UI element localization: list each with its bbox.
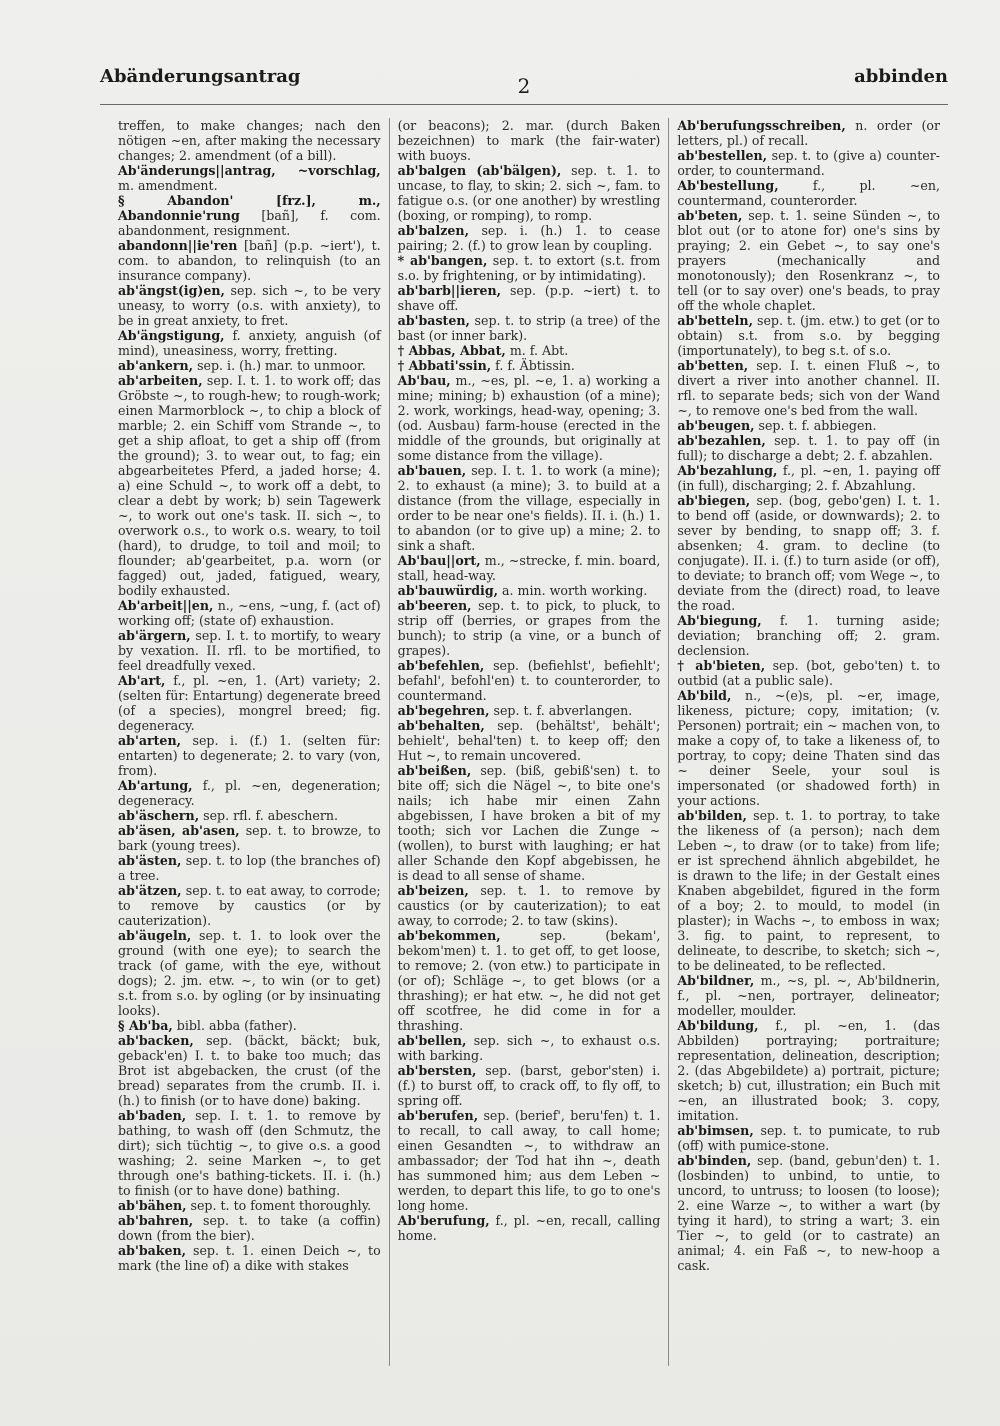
dictionary-entry bbox=[677, 418, 940, 433]
headword: ab'bestellen, bbox=[677, 148, 768, 163]
dictionary-entry bbox=[677, 688, 940, 808]
headword: Ab'bild, bbox=[677, 688, 732, 703]
dictionary-entry bbox=[118, 373, 381, 598]
headword: Ab'bestellung, bbox=[677, 178, 779, 193]
definition: sep. t. 1. to look over the ground (with one eye); to search the track (of game, with the eye, without dogs); 2. jm. etw. ~, to win (or to get) s.t. from s.o. by ogling (or by insinuating looks). bbox=[118, 928, 381, 1018]
dictionary-entry bbox=[677, 433, 940, 463]
definition: f. 1. turning aside; deviation; branching off; 2. gram. declension. bbox=[677, 613, 941, 658]
headword: ab'baken, bbox=[118, 1243, 187, 1258]
headword: ab'arten, bbox=[118, 733, 181, 748]
headword: † ab'bieten, bbox=[677, 658, 766, 673]
headword: Ab'ängstigung, bbox=[118, 328, 225, 343]
dictionary-entry bbox=[677, 313, 940, 358]
headword: Ab'änderungs||antrag, ~vorschlag, bbox=[118, 163, 381, 178]
dictionary-entry bbox=[118, 328, 381, 358]
definition: sep. (p.p. ~iert) t. to shave off. bbox=[397, 283, 661, 313]
dictionary-entry bbox=[398, 223, 661, 253]
headword: ab'bezahlen, bbox=[677, 433, 766, 448]
definition: sep. sich ~, to exhaust o.s. with barking. bbox=[397, 1033, 661, 1063]
headword: ab'befehlen, bbox=[397, 658, 485, 673]
definition: sep. (bäckt, bäckt; buk, geback'en) I. t. to bake too much; das Brot ist abgebacken, the crust (of the bread) separates from the crumb. II. i. (h.) to finish (or to have done) baking. bbox=[118, 1033, 381, 1108]
dictionary-entry bbox=[398, 553, 661, 583]
definition: m., ~s, pl. ~, Ab'bildnerin, f., pl. ~nen, portrayer, delineator; modeller, moulder. bbox=[677, 973, 941, 1018]
dictionary-entry bbox=[118, 853, 381, 883]
headword: ab'ästen, bbox=[118, 853, 182, 868]
definition: sep. t. 1. seine Sünden ~, to blot out (or to atone for) one's sins by praying; 2. ein Gebet ~, to say one's prayers (mechanically and monotonously); den Rosenkranz ~, to tell (or to say over) one's beads, to pray off the whole chaplet. bbox=[677, 208, 941, 313]
definition: sep. t. to eat away, to corrode; to remove by caustics (or by cauterization). bbox=[118, 883, 381, 928]
headword: ab'balzen, bbox=[397, 223, 469, 238]
dictionary-entry bbox=[118, 778, 381, 808]
headword: Ab'berufungsschreiben, bbox=[677, 118, 846, 133]
headword: ab'binden, bbox=[677, 1153, 752, 1168]
dictionary-entry bbox=[398, 583, 661, 598]
definition: n. order (or letters, pl.) of recall. bbox=[677, 118, 941, 148]
definition: sep. t. to take (a coffin) down (from the bier). bbox=[118, 1213, 381, 1243]
dictionary-entry bbox=[677, 493, 940, 613]
definition: sep. (bekam', bekom'men) t. 1. to get off, to get loose, to remove; 2. (von etw.) to participate in (or of); Schläge ~, to get blows (or a thrashing); er hat etw. ~, he did not get off scotfree, he did come in for a thrashing. bbox=[397, 928, 661, 1033]
dictionary-entry bbox=[398, 373, 661, 463]
dictionary-entry bbox=[118, 1213, 381, 1243]
dictionary-entry bbox=[398, 883, 661, 928]
headword: ab'beizen, bbox=[397, 883, 469, 898]
definition: sep. t. 1. einen Deich ~, to mark (the line of) a dike with stakes bbox=[118, 1243, 381, 1273]
dictionary-entry bbox=[398, 598, 661, 658]
dictionary-entry bbox=[118, 883, 381, 928]
definition: sep. t. 1. to portray, to take the likeness of (a person); nach dem Leben ~, to draw (or to take) from life; er ist sprechend ähnlich abgebildet, he is drawn to the life; in der Gestalt eines Knaben abgebildet, figured in the form of a boy; 2. to mould, to model (in plaster); in Wachs ~, to emboss in wax; 3. fig. to paint, to represent, to delineate, to describe, to sketch; sich ~, to be delineated, to be reflected. bbox=[677, 808, 941, 973]
dictionary-entry bbox=[677, 148, 940, 178]
column-3 bbox=[668, 118, 948, 1366]
dictionary-entry bbox=[677, 178, 940, 208]
definition: sep. I. t. 1. to remove by bathing, to wash off (den Schmutz, the dirt); sich tüchtig ~, to give o.s. a good washing; 2. seine Marken ~, to get through one's bathing-tickets. II. i. (h.) to finish (or to have done) bathing. bbox=[118, 1108, 381, 1198]
definition: sep. I. t. einen Fluß ~, to divert a river into another channel. II. rfl. to separate beds; sich von der Wand ~, to remove one's bed from the wall. bbox=[677, 358, 941, 418]
headword: ab'bähen, bbox=[118, 1198, 187, 1213]
dictionary-entry bbox=[677, 1018, 940, 1123]
dictionary-entry bbox=[118, 673, 381, 733]
column-1 bbox=[110, 118, 389, 1366]
definition: sep. i. (h.) 1. to cease pairing; 2. (f.) to grow lean by coupling. bbox=[397, 223, 661, 253]
dictionary-entry bbox=[398, 253, 661, 283]
definition: sep. t. to strip (a tree) of the bast (or inner bark). bbox=[397, 313, 661, 343]
definition: sep. I. t. to mortify, to weary by vexation. II. rfl. to be mortified, to feel dreadfully vexed. bbox=[118, 628, 381, 673]
headword: † Abbati'ssin, bbox=[397, 358, 492, 373]
headword: abandonn||ie'ren bbox=[118, 238, 238, 253]
headword: ab'äschern, bbox=[118, 808, 200, 823]
columns bbox=[110, 118, 948, 1366]
definition: f., pl. ~en, countermand, counterorder. bbox=[677, 178, 941, 208]
dictionary-entry bbox=[118, 163, 381, 193]
definition: sep. t. 1. to uncase, to flay, to skin; 2. sich ~, fam. to fatigue o.s. (or one another) by wrestling (boxing, or romping), to romp. bbox=[397, 163, 661, 223]
definition: f. f. Äbtissin. bbox=[495, 358, 575, 373]
headword: Ab'bau, bbox=[397, 373, 451, 388]
definition: sep. (befiehlst', befiehlt'; befahl', befohl'en) t. to counterorder, to countermand. bbox=[397, 658, 661, 703]
headword: Ab'bildner, bbox=[677, 973, 755, 988]
headword: ab'ankern, bbox=[118, 358, 194, 373]
headword: ab'beten, bbox=[677, 208, 743, 223]
headword: ab'basten, bbox=[397, 313, 470, 328]
dictionary-entry bbox=[118, 808, 381, 823]
page-number: 2 bbox=[517, 74, 531, 98]
dictionary-entry bbox=[398, 658, 661, 703]
dictionary-entry bbox=[398, 1213, 661, 1243]
dictionary-entry bbox=[118, 1018, 381, 1033]
headword: ab'äugeln, bbox=[118, 928, 192, 943]
column-2 bbox=[389, 118, 669, 1366]
headword: § Ab'ba, bbox=[118, 1018, 173, 1033]
headword: ab'balgen (ab'bälgen), bbox=[397, 163, 562, 178]
headword: ab'baden, bbox=[118, 1108, 187, 1123]
headword: ab'arbeiten, bbox=[118, 373, 203, 388]
dictionary-entry bbox=[398, 1063, 661, 1108]
dictionary-entry bbox=[398, 343, 661, 358]
headword: ab'beißen, bbox=[397, 763, 472, 778]
dictionary-entry bbox=[677, 808, 940, 973]
dictionary-entry bbox=[677, 973, 940, 1018]
dictionary-entry bbox=[677, 208, 940, 313]
dictionary-entry bbox=[118, 598, 381, 628]
dictionary-entry bbox=[398, 283, 661, 313]
page-header bbox=[100, 66, 948, 102]
definition: sep. I. t. 1. to work off; das Gröbste ~, to rough-hew; to rough-work; einen Marmorblock ~, to chip a block of marble; 2. ein Schiff vom Strande ~, to get a ship afloat, to get a ship off (from the ground); 3. to wear out, to fag; ein abgearbeitetes Pferd, a jaded horse; 4. a) eine Schuld ~, to work off a debt, to clear a debt by work; b) sein Tagewerk ~, to work out one's task. II. sich ~, to overwork o.s., to work o.s. weary, to toil (hard), to drudge, to toil and moil; to flounder; ab'gearbeitet, p.a. worn (or fagged) out, jaded, fatigued, weary, bodily exhausted. bbox=[118, 373, 381, 598]
headword: ab'ärgern, bbox=[118, 628, 191, 643]
definition: [bañ] (p.p. ~iert'), t. com. to abandon, to relinquish (to an insurance company). bbox=[118, 238, 381, 283]
dictionary-entry bbox=[118, 1243, 381, 1273]
dictionary-entry bbox=[118, 733, 381, 778]
definition: f., pl. ~en, recall, calling home. bbox=[397, 1213, 661, 1243]
definition: sep. (bog, gebo'gen) I. t. 1. to bend off (aside, or downwards); 2. to sever by bending, to snapp off; 3. f. absenken; 4. gram. to decline (to conjugate). II. i. (f.) to turn aside (or off), to deviate; to branch off; vom Wege ~, to deviate from the (direct) road, to leave the road. bbox=[677, 493, 941, 613]
definition: sep. t. to (give a) counter-order, to countermand. bbox=[677, 148, 941, 178]
definition: m., ~es, pl. ~e, 1. a) working a mine; mining; b) exhaustion (of a mine); 2. work, workings, head-way, opening; 3. (od. Ausbau) farm-house (erected in the middle of the grounds, but originally at some distance from the village). bbox=[397, 373, 661, 463]
column-3-text bbox=[677, 118, 940, 1273]
header-right-word: abbinden bbox=[854, 66, 948, 87]
dictionary-entry bbox=[398, 718, 661, 763]
headword: Ab'berufung, bbox=[397, 1213, 490, 1228]
definition: sep. t. to pumicate, to rub (off) with pumice-stone. bbox=[677, 1123, 941, 1153]
definition: [bañ], f. com. abandonment, resignment. bbox=[118, 208, 381, 238]
headword: Ab'biegung, bbox=[677, 613, 762, 628]
definition: f., pl. ~en, 1. (das Abbilden) portraying; portraiture; representation, delineation, description; 2. (das Abgebildete) a) portrait, picture; sketch; b) cut, illustration; ein Buch mit ~en, an illustrated book; 3. copy, imitation. bbox=[677, 1018, 941, 1123]
definition: sep. t. to extort (s.t. from s.o. by frightening, or by intimidating). bbox=[397, 253, 661, 283]
definition: sep. I. t. 1. to work (a mine); 2. to exhaust (a mine); 3. to build at a distance (from the village, especially in order to be near one's fields). II. i. (h.) 1. to abandon (or to give up) a mine; 2. to sink a shaft. bbox=[397, 463, 661, 553]
definition: treffen, to make changes; nach den nötigen ~en, after making the necessary changes; 2. amendment (of a bill). bbox=[118, 118, 381, 163]
definition: sep. (behältst', behält'; behielt', behal'ten) t. to keep off; den Hut ~, to remain uncovered. bbox=[397, 718, 661, 763]
headword: ab'beugen, bbox=[677, 418, 755, 433]
dictionary-entry bbox=[677, 658, 940, 688]
dictionary-entry bbox=[118, 1198, 381, 1213]
definition: sep. t. to pick, to pluck, to strip off (berries, or grapes from the bunch); to strip (a vine, or a bunch of grapes). bbox=[397, 598, 661, 658]
header-rule bbox=[100, 104, 948, 105]
dictionary-entry bbox=[118, 193, 381, 238]
dictionary-entry bbox=[118, 358, 381, 373]
definition: f., pl. ~en, 1. paying off (in full), discharging; 2. f. Abzahlung. bbox=[677, 463, 940, 493]
headword: Ab'arbeit||en, bbox=[118, 598, 214, 613]
headword: ab'bersten, bbox=[397, 1063, 477, 1078]
headword: ab'begehren, bbox=[397, 703, 490, 718]
headword: ab'äsen, ab'asen, bbox=[118, 823, 240, 838]
dictionary-entry bbox=[677, 463, 940, 493]
definition: (or beacons); 2. mar. (durch Baken bezeichnen) to mark (the fair-water) with buoys. bbox=[397, 118, 661, 163]
dictionary-entry bbox=[677, 118, 940, 148]
definition: f., pl. ~en, 1. (Art) variety; 2. (selten für: Entartung) degenerate breed (of a species), mongrel breed; fig. degeneracy. bbox=[118, 673, 381, 733]
dictionary-entry bbox=[677, 358, 940, 418]
definition: m., ~strecke, f. min. board, stall, head-way. bbox=[397, 553, 661, 583]
headword: § Abandon' [frz.], m., Abandonnie'rung bbox=[118, 193, 381, 223]
definition: sep. t. f. abverlangen. bbox=[493, 703, 633, 718]
dictionary-entry bbox=[398, 763, 661, 883]
column-2-text bbox=[398, 118, 661, 1243]
dictionary-entry bbox=[398, 118, 661, 163]
definition: sep. sich ~, to be very uneasy, to worry (o.s. with anxiety), to be in great anxiety, to fret. bbox=[118, 283, 381, 328]
dictionary-entry bbox=[398, 463, 661, 553]
definition: sep. (barst, gebor'sten) i. (f.) to burst off, to crack off, to fly off, to spring off. bbox=[397, 1063, 661, 1108]
dictionary-entry bbox=[118, 283, 381, 328]
definition: sep. (berief', beru'fen) t. 1. to recall, to call away, to call home; einen Gesandten ~, to withdraw an ambassador; der Tod hat ihn ~, death has summoned him; aus dem Leben ~ werden, to depart this life, to go to one's long home. bbox=[397, 1108, 661, 1213]
headword: * ab'bangen, bbox=[397, 253, 488, 268]
headword: ab'behalten, bbox=[397, 718, 485, 733]
headword: ab'ätzen, bbox=[118, 883, 182, 898]
definition: sep. i. (h.) mar. to unmoor. bbox=[197, 358, 366, 373]
dictionary-entry bbox=[677, 1153, 940, 1273]
headword: ab'betten, bbox=[677, 358, 749, 373]
headword: ab'biegen, bbox=[677, 493, 751, 508]
definition: n., ~(e)s, pl. ~er, image, likeness, picture; copy, imitation; (v. Personen) portrait; ein ~ machen von, to make a copy of, to take a likeness of, to portray, to copy; deine Thaten sind das ~ deiner Seele, your soul is impersonated (or shadowed forth) in your actions. bbox=[677, 688, 941, 808]
dictionary-entry bbox=[677, 613, 940, 658]
dictionary-entry bbox=[118, 823, 381, 853]
definition: f. anxiety, anguish (of mind), uneasiness, worry, fretting. bbox=[118, 328, 381, 358]
headword: ab'barb||ieren, bbox=[397, 283, 502, 298]
dictionary-entry bbox=[398, 928, 661, 1033]
dictionary-entry bbox=[118, 238, 381, 283]
definition: n., ~ens, ~ung, f. (act of) working off; (state of) exhaustion. bbox=[118, 598, 381, 628]
dictionary-entry bbox=[398, 1108, 661, 1213]
dictionary-entry bbox=[118, 928, 381, 1018]
headword: Ab'bezahlung, bbox=[677, 463, 778, 478]
definition: bibl. abba (father). bbox=[176, 1018, 297, 1033]
column-1-text bbox=[118, 118, 381, 1273]
headword: ab'bilden, bbox=[677, 808, 747, 823]
definition: sep. t. 1. to pay off (in full); to discharge a debt; 2. f. abzahlen. bbox=[677, 433, 941, 463]
headword: ab'bahren, bbox=[118, 1213, 194, 1228]
dictionary-entry bbox=[398, 163, 661, 223]
headword: ab'betteln, bbox=[677, 313, 753, 328]
dictionary-entry bbox=[118, 1033, 381, 1108]
definition: sep. t. f. abbiegen. bbox=[758, 418, 877, 433]
definition: f., pl. ~en, degeneration; degeneracy. bbox=[118, 778, 381, 808]
dictionary-entry bbox=[118, 1108, 381, 1198]
dictionary-entry bbox=[118, 118, 381, 163]
definition: m. amendment. bbox=[118, 178, 218, 193]
definition: sep. t. to foment thoroughly. bbox=[190, 1198, 372, 1213]
definition: a. min. worth working. bbox=[502, 583, 648, 598]
dictionary-entry bbox=[677, 1123, 940, 1153]
headword: ab'bauen, bbox=[397, 463, 467, 478]
headword: ab'bellen, bbox=[397, 1033, 467, 1048]
definition: m. f. Abt. bbox=[509, 343, 569, 358]
headword: † Abbas, Abbat, bbox=[397, 343, 506, 358]
definition: sep. (biß, gebiß'sen) t. to bite off; sich die Nägel ~, to bite one's nails; ich habe mir einen Zahn abgebissen, I have broken a bit of my tooth; sich vor Lachen die Zunge ~ (wollen), to burst with laughing; er hat aller Schande den Kopf abgebissen, he is dead to all sense of shame. bbox=[397, 763, 661, 883]
definition: sep. t. to browze, to bark (young trees). bbox=[118, 823, 381, 853]
definition: sep. i. (f.) 1. (selten für: entarten) to degenerate; 2. to vary (von, from). bbox=[118, 733, 381, 778]
headword: ab'berufen, bbox=[397, 1108, 479, 1123]
headword: ab'ängst(ig)en, bbox=[118, 283, 225, 298]
headword: ab'bekommen, bbox=[397, 928, 501, 943]
dictionary-entry bbox=[398, 1033, 661, 1063]
definition: sep. t. to lop (the branches of) a tree. bbox=[118, 853, 381, 883]
header-left-word: Abänderungsantrag bbox=[100, 66, 301, 87]
definition: sep. rfl. f. abeschern. bbox=[203, 808, 338, 823]
dictionary-entry bbox=[118, 628, 381, 673]
dictionary-entry bbox=[398, 703, 661, 718]
definition: sep. t. 1. to remove by caustics (or by cauterization); to eat away, to corrode; 2. to taw (skins). bbox=[397, 883, 661, 928]
headword: ab'beeren, bbox=[397, 598, 472, 613]
headword: Ab'artung, bbox=[118, 778, 193, 793]
dictionary-entry bbox=[398, 358, 661, 373]
headword: Ab'bildung, bbox=[677, 1018, 759, 1033]
dictionary-entry bbox=[398, 313, 661, 343]
definition: sep. (bot, gebo'ten) t. to outbid (at a public sale). bbox=[677, 658, 941, 688]
definition: sep. (band, gebun'den) t. 1. (losbinden) to unbind, to untie, to uncord, to untruss; to loosen (to loose); 2. eine Warze ~, to wither a wart (by tying it hard), to string a wart; 3. ein Tier ~, to geld (or to castrate) an animal; 4. ein Faß ~, to new-hoop a cask. bbox=[677, 1153, 941, 1273]
headword: ab'bauwürdig, bbox=[397, 583, 499, 598]
definition: sep. t. (jm. etw.) to get (or to obtain) s.t. from s.o. by begging (importunately), to beg s.t. of s.o. bbox=[677, 313, 941, 358]
headword: Ab'art, bbox=[118, 673, 166, 688]
headword: ab'bimsen, bbox=[677, 1123, 754, 1138]
headword: Ab'bau||ort, bbox=[397, 553, 481, 568]
headword: ab'backen, bbox=[118, 1033, 194, 1048]
